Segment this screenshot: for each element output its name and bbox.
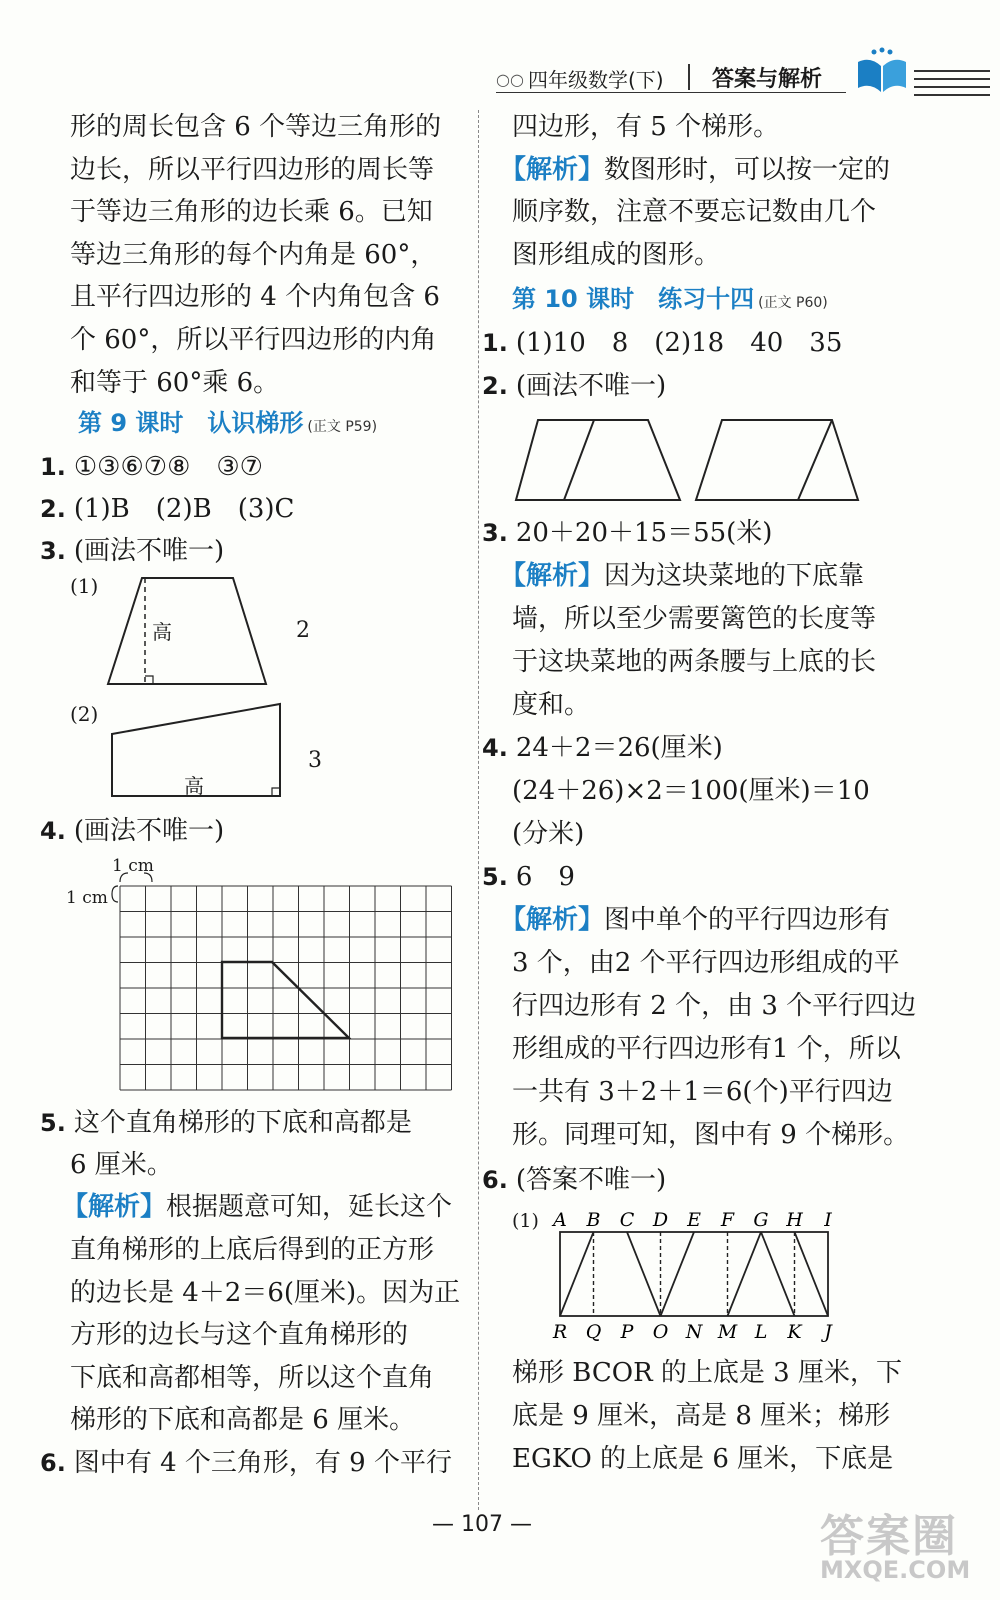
strip-bottom-label: K xyxy=(787,1321,802,1343)
strip-line xyxy=(761,1232,795,1316)
lesson-9-heading xyxy=(78,408,377,442)
strip-top-label: C xyxy=(619,1209,635,1231)
l-answer-5 xyxy=(40,1108,412,1138)
book-logo-icon xyxy=(852,46,912,98)
r-analysis-5-line-1: 3 个，由2 个平行四边形组成的平 xyxy=(512,948,900,978)
analysis-tag: 【解析】 xyxy=(500,155,605,185)
l-analysis-5-first: 根据题意可知，延长这个 xyxy=(166,1192,453,1222)
strip-bottom-label: Q xyxy=(585,1321,602,1343)
strip-bottom-label: O xyxy=(652,1321,669,1343)
r-analysis-3 xyxy=(500,561,864,591)
r-answer-4 xyxy=(482,733,723,763)
r-answer-6-num: 6. xyxy=(482,1166,508,1194)
l-analysis-5-line-5: 梯形的下底和高都是 6 厘米。 xyxy=(70,1405,416,1435)
l-answer-4-num: 4. xyxy=(40,817,66,845)
end-line-2: 底是 9 厘米，高是 8 厘米；梯形 xyxy=(512,1401,891,1431)
lesson-9-title: 第 9 课时 认识梯形 xyxy=(78,409,304,437)
r-answer-5-text: 6 9 xyxy=(515,862,575,892)
strip-top-label: I xyxy=(824,1209,832,1231)
strip-top-label: D xyxy=(652,1209,669,1231)
lesson-10-ref: (正文 P60) xyxy=(758,295,828,311)
left-line-4: 等边三角形的每个内角是 60°， xyxy=(70,240,437,270)
l-answer-3-part-1: (1) xyxy=(70,574,99,598)
r-answer-1-num: 1. xyxy=(482,329,508,357)
r-answer-4-line-2: (24＋26)×2＝100(厘米)＝10 xyxy=(512,776,870,806)
strip-line xyxy=(627,1232,661,1316)
lesson-9-ref: (正文 P59) xyxy=(307,419,378,435)
r-answer-4-line-1: 24＋2＝26(厘米) xyxy=(515,733,723,763)
left-line-7: 和等于 60°乘 6。 xyxy=(70,368,280,398)
strip-bottom-label: J xyxy=(824,1321,832,1343)
strip-bottom-label: M xyxy=(717,1321,738,1343)
l-analysis-5-line-2: 的边长是 4＋2＝6(厘米)。因为正 xyxy=(70,1278,461,1308)
strip-line xyxy=(728,1232,762,1316)
l-answer-4-text: (画法不唯一) xyxy=(73,816,225,846)
r-answer-4-line-3: (分米) xyxy=(512,819,585,849)
l-answer-6-num: 6. xyxy=(40,1449,66,1477)
l-answer-5-num: 5. xyxy=(40,1109,66,1137)
r-analysis-5-line-2: 行四边形有 2 个，由 3 个平行四边 xyxy=(512,991,917,1021)
r-answer-6-text: (答案不唯一) xyxy=(515,1165,667,1195)
trapezoid-pair-figure xyxy=(510,414,870,506)
strip-lines xyxy=(560,1232,828,1316)
strip-bottom-label: R xyxy=(552,1321,568,1343)
r-answer-1 xyxy=(482,328,842,358)
r-analysis-1 xyxy=(500,155,890,185)
l-answer-3-num: 3. xyxy=(40,537,66,565)
watermark-site: MXQE.COM xyxy=(820,1556,971,1584)
r-answer-6 xyxy=(482,1165,666,1195)
l-answer-3-count-1: 2 xyxy=(296,618,310,643)
grid-unit-left-label: 1 cm xyxy=(66,888,108,908)
r-analysis-3-line-3: 度和。 xyxy=(512,690,591,720)
header-rule xyxy=(496,92,846,93)
right-line-1: 四边形，有 5 个梯形。 xyxy=(512,112,780,142)
end-line-3: EGKO 的上底是 6 厘米，下底是 xyxy=(512,1444,894,1474)
strip-top-label: B xyxy=(586,1209,601,1231)
l-answer-4 xyxy=(40,816,224,846)
r-answer-3-text: 20＋20＋15＝55(米) xyxy=(515,518,773,548)
strip-line xyxy=(661,1232,695,1316)
trapezoid-1-figure xyxy=(100,570,280,690)
r-analysis-5-line-5: 形。同理可知，图中有 9 个梯形。 xyxy=(512,1120,910,1150)
l-answer-6-text: 图中有 4 个三角形，有 9 个平行 xyxy=(73,1448,452,1478)
r-answer-5-num: 5. xyxy=(482,863,508,891)
r-analysis-5-line-3: 形组成的平行四边形有1 个，所以 xyxy=(512,1034,901,1064)
r-analysis-3-line-1: 墙，所以至少需要篱笆的长度等 xyxy=(512,604,877,634)
l-answer-3 xyxy=(40,536,224,566)
analysis-tag: 【解析】 xyxy=(62,1192,167,1222)
watermark-logo: 答案圈 xyxy=(820,1511,958,1562)
strip-top-label: F xyxy=(720,1209,735,1231)
l-answer-1 xyxy=(40,452,263,482)
r-analysis-5 xyxy=(500,905,890,935)
r-analysis-1-first: 数图形时，可以按一定的 xyxy=(604,155,891,185)
header-divider xyxy=(688,64,690,90)
r-analysis-3-first: 因为这块菜地的下底靠 xyxy=(604,561,865,591)
strip-bottom-label: P xyxy=(620,1321,634,1343)
grid-trapezoid xyxy=(222,962,349,1038)
l-analysis-5-line-4: 下底和高都相等，所以这个直角 xyxy=(70,1363,435,1393)
left-line-3: 于等边三角形的边长乘 6。已知 xyxy=(70,197,433,227)
l-answer-3-text: (画法不唯一) xyxy=(73,536,225,566)
grid-lines xyxy=(120,886,452,1090)
l-analysis-5-line-3: 方形的边长与这个直角梯形的 xyxy=(70,1320,409,1350)
r-answer-2-text: (画法不唯一) xyxy=(515,371,667,401)
page-number: — 107 — xyxy=(432,1512,532,1537)
l-answer-2 xyxy=(40,494,294,524)
r-answer-6-part-1: (1) xyxy=(512,1210,539,1232)
l-answer-1-num: 1. xyxy=(40,453,66,481)
grid-figure xyxy=(110,870,460,1092)
l-analysis-5 xyxy=(62,1192,452,1222)
l-answer-3-part-2: (2) xyxy=(70,702,99,726)
l-answer-6 xyxy=(40,1448,452,1478)
header-grade: 四年级数学(下) xyxy=(528,68,664,92)
header-lines-decoration xyxy=(914,70,990,96)
r-analysis-1-line-2: 图形组成的图形。 xyxy=(512,240,721,270)
left-line-2: 边长，所以平行四边形的周长等 xyxy=(70,155,435,185)
grid-unit-top-label: 1 cm xyxy=(112,856,154,876)
trapezoid-strip-figure xyxy=(548,1208,848,1344)
l-answer-5-line-1: 这个直角梯形的下底和高都是 xyxy=(73,1108,412,1138)
strip-line xyxy=(795,1232,829,1316)
lesson-10-heading xyxy=(512,284,828,318)
l-answer-2-text: (1)B (2)B (3)C xyxy=(73,494,295,524)
r-answer-1-text: (1)10 8 (2)18 40 35 xyxy=(515,328,843,358)
l-answer-3-count-2: 3 xyxy=(308,748,322,773)
strip-top-label: A xyxy=(553,1209,567,1231)
r-answer-3 xyxy=(482,518,772,548)
r-analysis-5-first: 图中单个的平行四边形有 xyxy=(604,905,891,935)
analysis-tag: 【解析】 xyxy=(500,905,605,935)
r-answer-4-num: 4. xyxy=(482,734,508,762)
strip-top-label: H xyxy=(786,1209,803,1231)
l-answer-1-text: ①③⑥⑦⑧ ③⑦ xyxy=(73,452,263,482)
strip-bottom-label: L xyxy=(754,1321,768,1343)
strip-top-label: G xyxy=(753,1209,769,1231)
header-dots: ○○ xyxy=(496,70,524,89)
r-answer-5 xyxy=(482,862,575,892)
header-section: 答案与解析 xyxy=(712,67,823,92)
strip-top-label: E xyxy=(687,1209,701,1231)
grid-left-brace xyxy=(112,886,118,902)
left-line-1: 形的周长包含 6 个等边三角形的 xyxy=(70,112,442,142)
strip-rect xyxy=(560,1232,828,1316)
r-answer-3-num: 3. xyxy=(482,519,508,547)
grid-top-brace xyxy=(120,873,152,882)
lesson-10-title: 第 10 课时 练习十四 xyxy=(512,285,755,313)
r-analysis-3-line-2: 于这块菜地的两条腰与上底的长 xyxy=(512,647,877,677)
analysis-tag: 【解析】 xyxy=(500,561,605,591)
strip-bottom-label: N xyxy=(685,1321,703,1343)
left-line-5: 且平行四边形的 4 个内角包含 6 xyxy=(70,282,440,312)
trapezoid-2-height-label: 高 xyxy=(184,774,204,798)
r-analysis-1-line-1: 顺序数，注意不要忘记数由几个 xyxy=(512,197,877,227)
l-analysis-5-line-1: 直角梯形的上底后得到的正方形 xyxy=(70,1235,435,1265)
r-answer-2-num: 2. xyxy=(482,372,508,400)
left-line-6: 个 60°，所以平行四边形的内角 xyxy=(70,325,437,355)
end-line-1: 梯形 BCOR 的上底是 3 厘米，下 xyxy=(512,1358,902,1388)
strip-line xyxy=(560,1232,594,1316)
trapezoid-1-height-label: 高 xyxy=(152,620,172,644)
r-answer-2 xyxy=(482,371,666,401)
l-answer-2-num: 2. xyxy=(40,495,66,523)
l-answer-5-line-2: 6 厘米。 xyxy=(70,1150,173,1180)
column-divider xyxy=(478,110,479,1510)
r-analysis-5-line-4: 一共有 3＋2＋1＝6(个)平行四边 xyxy=(512,1077,893,1107)
